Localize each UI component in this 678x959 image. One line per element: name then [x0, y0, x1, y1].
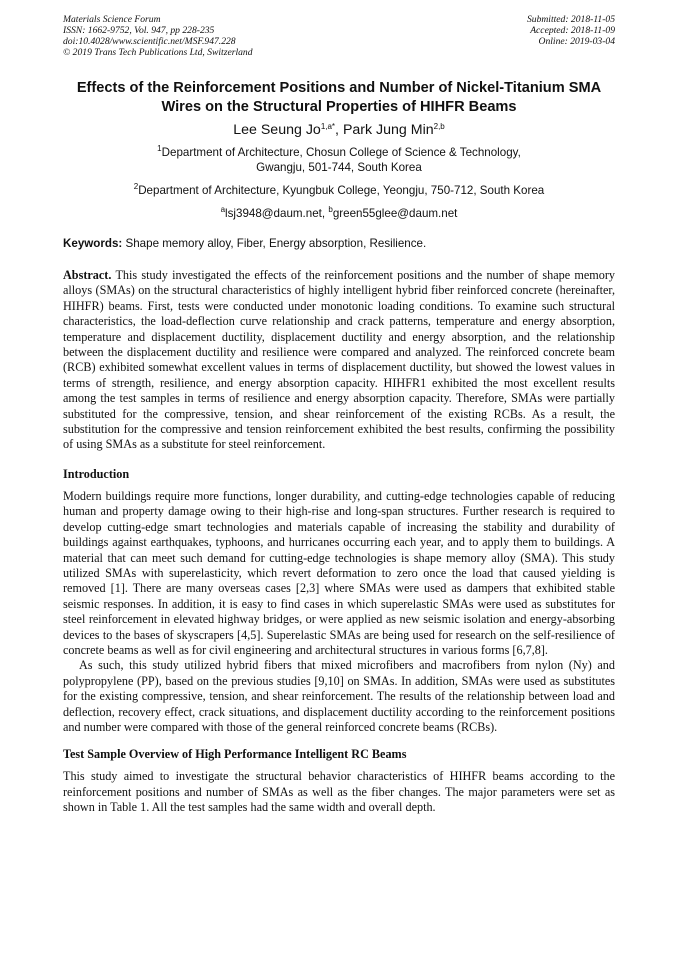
paper-title: Effects of the Reinforcement Positions and Number of Nickel-Titanium SMA Wires on the Structural Properties of HIHFR Beams: [76, 80, 602, 115]
email-a-sup: a: [220, 205, 226, 214]
paper-page: [63, 14, 615, 816]
author-1-sup: 1,a*: [320, 122, 336, 131]
email-b[interactable]: green55glee@daum.net: [332, 207, 458, 220]
keywords-text: Shape memory alloy, Fiber, Energy absorption, Resilience.: [122, 237, 427, 250]
affiliation-1-sup: 1: [157, 144, 162, 153]
author-emails: [63, 206, 615, 221]
affiliation-1-line-2: Gwangju, 501-744, South Korea: [256, 161, 422, 174]
keywords: [63, 236, 615, 251]
online-date: Online: 2019-03-04: [538, 36, 615, 47]
affiliation-1-line-1: Department of Architecture, Chosun College of Science & Technology,: [161, 146, 521, 159]
abstract: [63, 268, 615, 453]
author-2-sup: 2,b: [433, 122, 445, 131]
test-sample-heading: Test Sample Overview of High Performance Intelligent RC Beams: [63, 747, 407, 762]
author-2: Park Jung Min: [342, 122, 434, 138]
test-sample-paragraph-1: This study aimed to investigate the structural behavior characteristics of HIHFR beams according to the reinforcement positions and number of SMAs as well as the fiber changes. The major parameters were set as shown in Table 1. All the test samples had the same width and overall depth.: [63, 769, 615, 815]
accepted-date: Accepted: 2018-11-09: [530, 25, 615, 36]
header-right: [527, 14, 615, 58]
author-separator: ,: [335, 122, 343, 138]
email-a[interactable]: lsj3948@daum.net: [225, 207, 322, 220]
affiliation-2: [63, 183, 615, 198]
submitted-date: Submitted: 2018-11-05: [526, 14, 615, 25]
affiliation-1: [63, 145, 615, 175]
header-left: [63, 14, 253, 58]
email-separator: ,: [321, 207, 329, 220]
journal-name: Materials Science Forum: [63, 14, 161, 25]
copyright-notice: © 2019 Trans Tech Publications Ltd, Switzerland: [63, 47, 253, 58]
introduction-paragraph-2: As such, this study utilized hybrid fibers that mixed microfibers and macrofibers from nylon (Ny) and polypropylene (PP), based on the previous studies [9,10] on SMAs. In addition, SMAs were used as substitutes for the existing compressive, tension, and shear reinforcement. The results of the relationship between load and deflection, recovery effect, crack situations, and displacement ductility according to the reinforcement positions and number were compared with those of the general reinforced concrete beams (RCBs).: [63, 658, 615, 734]
abstract-text: This study investigated the effects of the reinforcement positions and the number of shape memory alloys (SMAs) on the structural characteristics of highly intelligent hybrid fiber reinforced concrete (hereinafter, HIHFR) beams. First, tests were conducted under monotonic loading conditions. To examine such structural characteristics, the load-deflection curve relationship and crack patterns, temperature and energy absorption, temperature and displacement ductility, displacement ductility and energy absorption, and the relationship between the displacement ductility and resilience were compared and analyzed. The reinforced concrete beam (RCB) exhibited somewhat excellent values in terms of displacement ductility, but showed the lowest values in terms of strength, resilience, and energy absorption capacity. HIHFR1 exhibited the most excellent results among the test samples in terms of resilience and energy absorption capacity. Therefore, SMAs were partially substituted for the compressive, tension, and shear reinforcement of the existing RCBs. As a result, the substitution for the compressive and tension reinforcement exhibited the best results, confirming the possibility of using SMAs as a substitute for steel reinforcement.: [63, 268, 615, 452]
doi-link[interactable]: doi:10.4028/www.scientific.net/MSF.947.228: [63, 36, 236, 47]
email-b-sup: b: [328, 205, 333, 214]
issn-info: ISSN: 1662-9752, Vol. 947, pp 228-235: [63, 25, 215, 36]
abstract-label: Abstract.: [63, 268, 112, 282]
journal-header: [63, 14, 615, 58]
keywords-label: Keywords:: [63, 237, 123, 250]
introduction-heading: Introduction: [63, 466, 130, 481]
affiliation-2-text: Department of Architecture, Kyungbuk College, Yeongju, 750-712, South Korea: [138, 184, 545, 197]
author-1: Lee Seung Jo: [233, 122, 321, 138]
author-list: [63, 121, 615, 140]
introduction-paragraph-1: Modern buildings require more functions, longer durability, and cutting-edge technologies capable of reducing human and property damage owing to their high-rise and long-span structures. Further research is required to develop cutting-edge smart technologies and materials capable of increasing the stability and durability of buildings against earthquakes, typhoons, and hurricanes occurring each year, and to apply them to buildings. A material that can meet such demand for cutting-edge technologies is shape memory alloy (SMA). This study utilized SMAs with superelasticity, which revert deformation to zero once the load that caused yielding is removed [1]. There are many overseas cases [2,3] where SMAs were used as dampers that exhibited stable seismic responses. In addition, it is easy to find cases in which superelastic SMAs were used as substitutes for steel reinforcement in elevated highway bridges, or were applied as new seismic isolation and energy-absorbing devices to the bases of skyscrapers [4,5]. Superelastic SMAs are being used for research on the self-resilience of concrete beams as well as for civil engineering and architectural structures in various forms [6,7,8].: [63, 488, 615, 657]
affiliation-2-sup: 2: [133, 182, 139, 191]
